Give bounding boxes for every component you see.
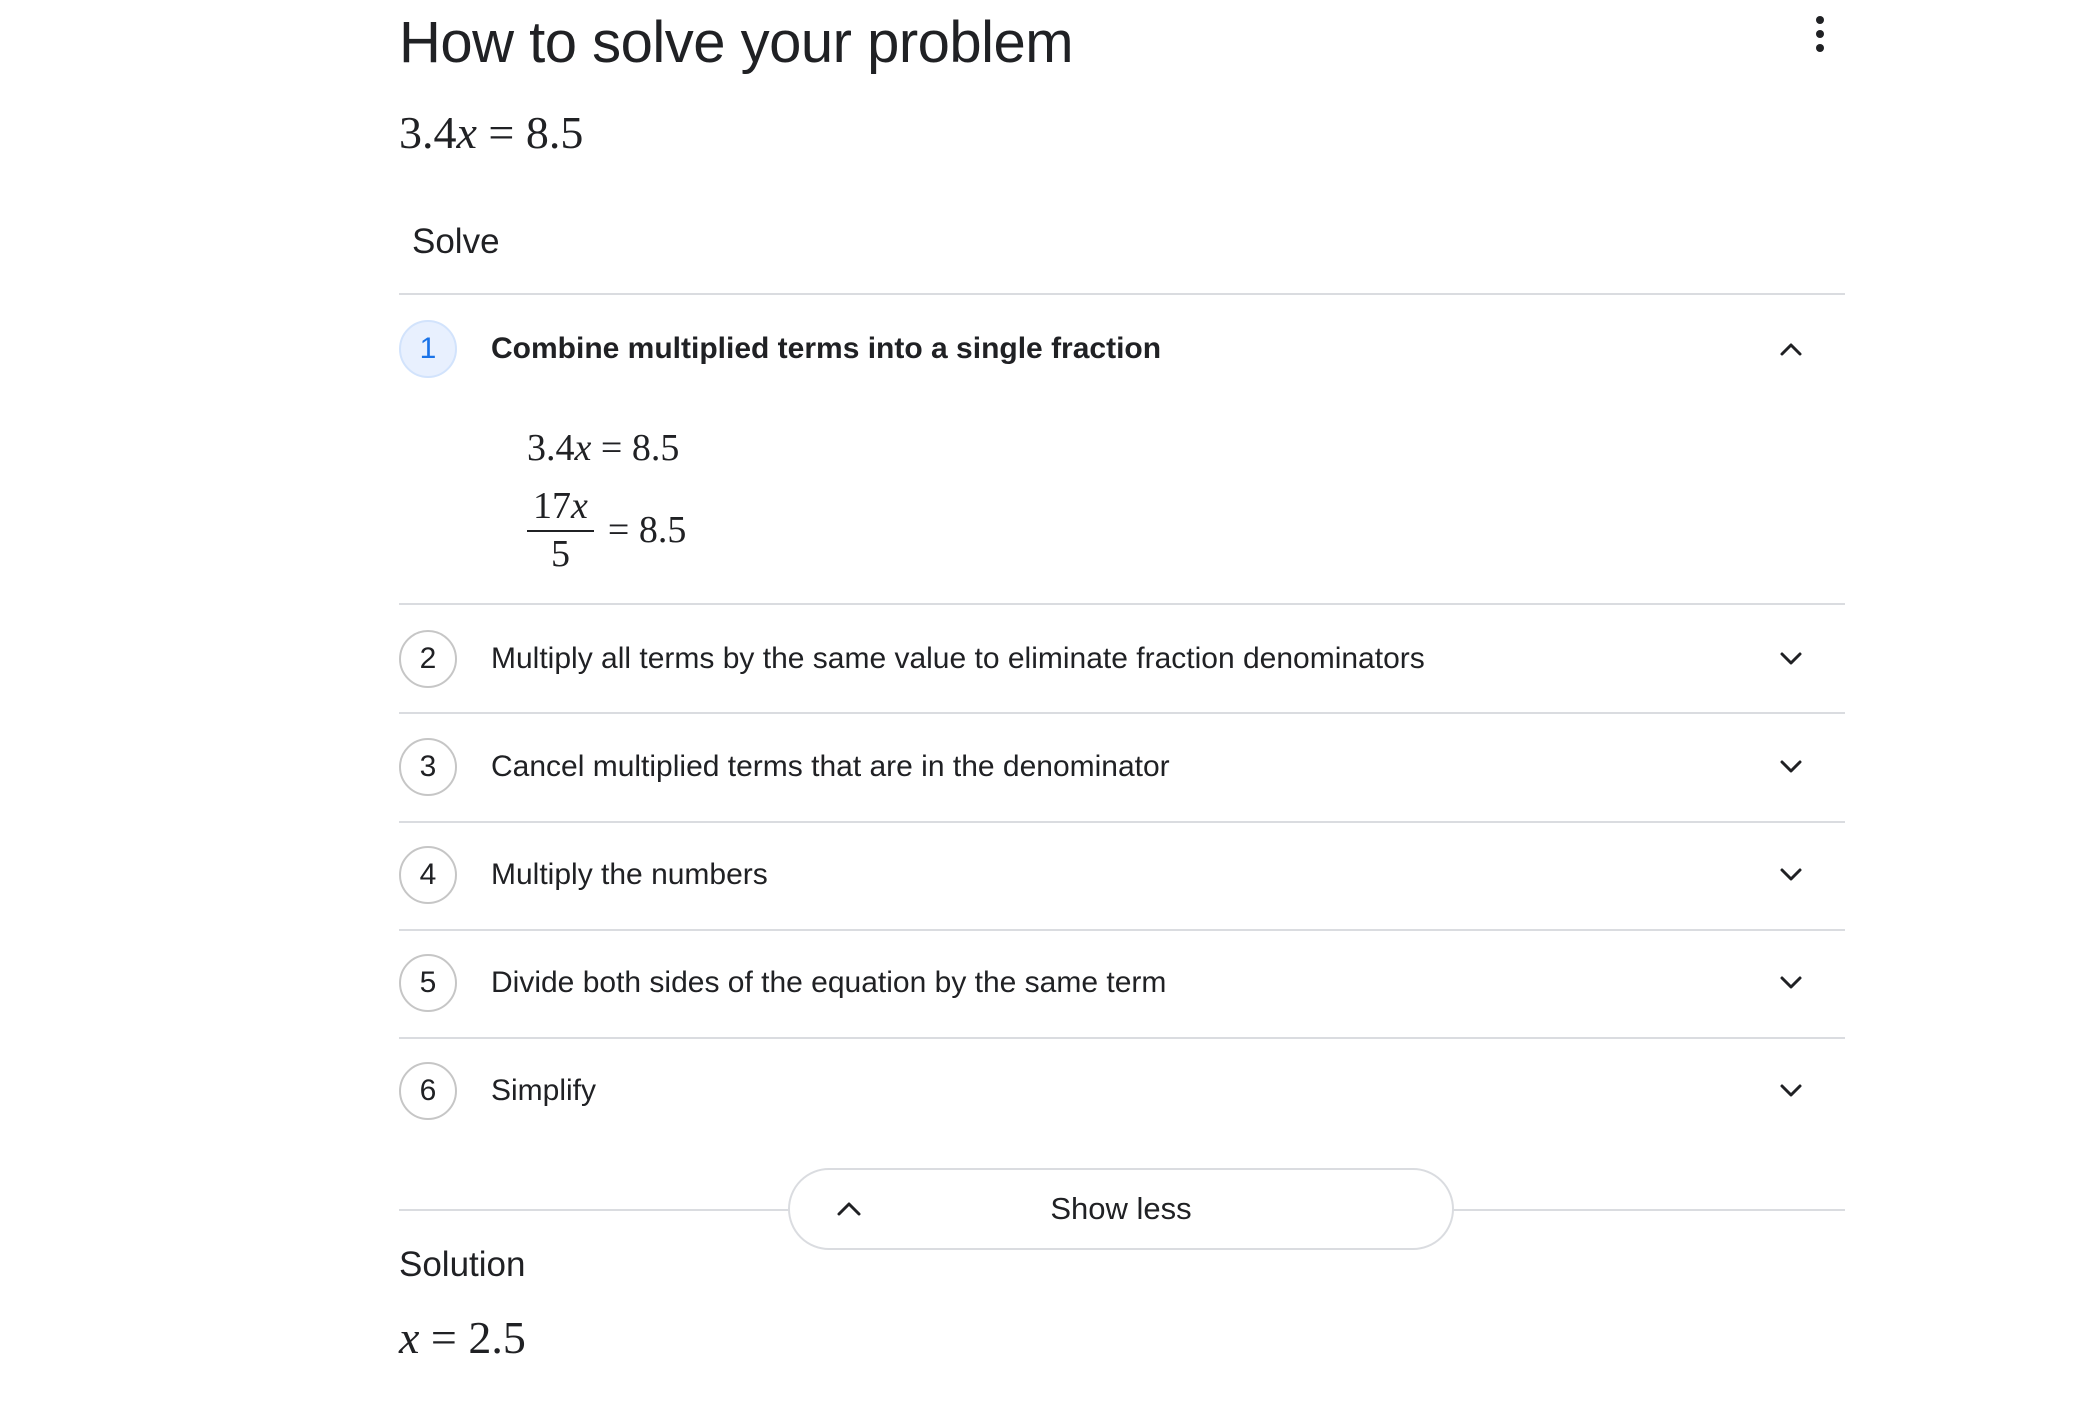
- step-label: Multiply all terms by the same value to eliminate fraction denominators: [491, 642, 1425, 675]
- numerator-coef: 17: [533, 485, 571, 527]
- step-5-header[interactable]: [399, 930, 1845, 1036]
- chevron-down-icon[interactable]: [1779, 971, 1803, 995]
- more-vert-icon[interactable]: [1800, 14, 1840, 54]
- step-3-header[interactable]: [399, 714, 1845, 820]
- step-number-badge: 3: [399, 738, 457, 796]
- divider: [399, 603, 1845, 605]
- solution-variable: x: [399, 1312, 420, 1363]
- chevron-down-icon[interactable]: [1779, 647, 1803, 671]
- chevron-down-icon[interactable]: [1779, 863, 1803, 887]
- problem-variable: x: [456, 107, 477, 158]
- fraction-numerator: [527, 484, 594, 532]
- step-label: Cancel multiplied terms that are in the denominator: [491, 750, 1170, 783]
- chevron-up-icon[interactable]: [1779, 337, 1803, 361]
- page-title: How to solve your problem: [399, 10, 1074, 75]
- step-label: Combine multiplied terms into a single fraction: [491, 332, 1162, 365]
- kebab-dot: [1816, 44, 1824, 52]
- problem-equals: =: [488, 107, 515, 158]
- step-number-badge: 5: [399, 954, 457, 1012]
- work-line-2: [527, 484, 686, 576]
- show-less-button[interactable]: [788, 1168, 1454, 1250]
- work-coefficient: 3.4: [527, 427, 575, 469]
- fraction-denominator: 5: [550, 533, 570, 575]
- solution-equals: =: [430, 1312, 457, 1363]
- show-less-label: Show less: [1050, 1191, 1192, 1226]
- step-1-work: [527, 420, 686, 576]
- solution-equation: [399, 1310, 526, 1366]
- step-label: Simplify: [491, 1074, 597, 1107]
- step-2-header[interactable]: [399, 606, 1845, 712]
- solution-value: 2.5: [468, 1312, 526, 1363]
- work-equals: =: [607, 509, 630, 551]
- step-number-badge: 6: [399, 1062, 457, 1120]
- kebab-dot: [1816, 16, 1824, 24]
- work-variable: x: [574, 427, 592, 469]
- fraction: [527, 484, 594, 576]
- problem-rhs: 8.5: [525, 107, 584, 158]
- divider: [399, 293, 1845, 295]
- work-line-1: [527, 420, 686, 476]
- step-number-badge: 4: [399, 846, 457, 904]
- step-label: Divide both sides of the equation by the same term: [491, 966, 1167, 999]
- step-label: Multiply the numbers: [491, 858, 768, 891]
- step-number-badge: 2: [399, 630, 457, 688]
- step-number-badge: 1: [399, 320, 457, 378]
- chevron-up-icon: [836, 1197, 862, 1221]
- step-4-header[interactable]: [399, 822, 1845, 928]
- step-6-header[interactable]: [399, 1038, 1845, 1144]
- problem-equation: [399, 105, 583, 161]
- chevron-down-icon[interactable]: [1779, 755, 1803, 779]
- numerator-var: x: [571, 485, 588, 527]
- work-equals: =: [600, 427, 623, 469]
- problem-coefficient: 3.4: [399, 107, 457, 158]
- work-rhs: 8.5: [631, 427, 680, 469]
- kebab-dot: [1816, 30, 1824, 38]
- step-1-header[interactable]: [399, 296, 1845, 402]
- work-rhs: 8.5: [638, 509, 687, 551]
- chevron-down-icon[interactable]: [1779, 1079, 1803, 1103]
- mode-label: Solve: [412, 222, 500, 261]
- solution-heading: Solution: [399, 1245, 526, 1284]
